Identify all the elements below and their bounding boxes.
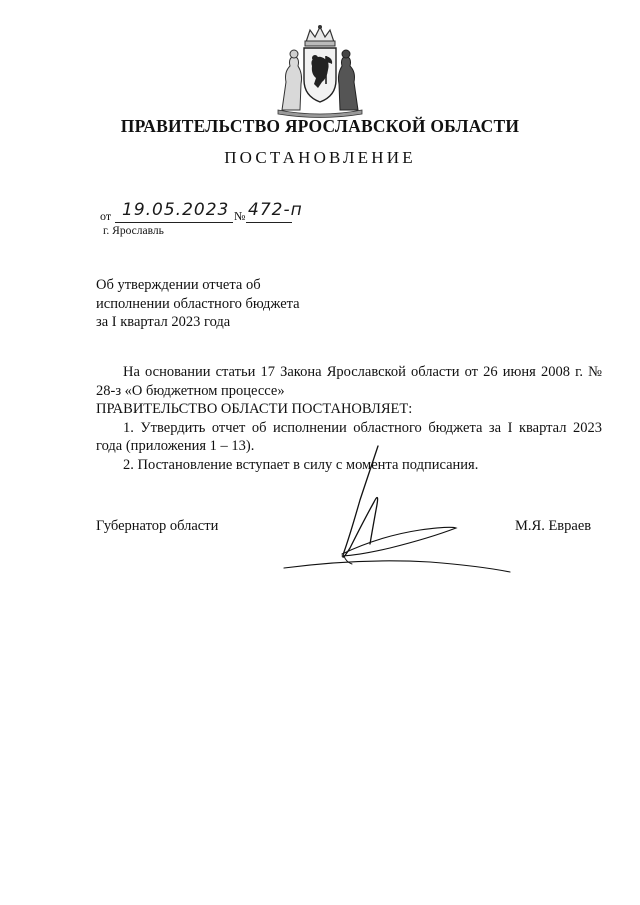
item-2-paragraph: 2. Постановление вступает в силу с момента подписания. bbox=[123, 456, 479, 473]
date-underline bbox=[115, 222, 233, 223]
signatory-position: Губернатор области bbox=[96, 518, 219, 534]
number-underline bbox=[246, 222, 292, 223]
city-label: г. Ярославль bbox=[103, 225, 164, 237]
handwritten-date: 19.05.2023 bbox=[122, 200, 230, 220]
coat-of-arms-icon bbox=[270, 22, 370, 118]
basis-paragraph: На основании статьи 17 Закона Ярославской области от 26 июня 2008 г. № 28-з «О бюджетном процессе» bbox=[96, 364, 602, 399]
subject-line: исполнении областного бюджета bbox=[96, 295, 300, 312]
subject-line: за I квартал 2023 года bbox=[96, 314, 231, 330]
resolves-paragraph: ПРАВИТЕЛЬСТВО ОБЛАСТИ ПОСТАНОВЛЯЕТ: bbox=[96, 401, 413, 417]
number-label: № bbox=[234, 209, 246, 223]
government-title: ПРАВИТЕЛЬСТВО ЯРОСЛАВСКОЙ ОБЛАСТИ bbox=[120, 116, 520, 136]
subject-block bbox=[96, 276, 396, 332]
date-number-line bbox=[100, 200, 340, 226]
subject-line: Об утверждении отчета об bbox=[96, 277, 261, 293]
item-1-paragraph: 1. Утвердить отчет об исполнении областного бюджета за I квартал 2023 года (приложения 1 – 13). bbox=[96, 419, 602, 454]
handwritten-number: 472-п bbox=[248, 200, 303, 220]
document-type: ПОСТАНОВЛЕНИЕ bbox=[224, 148, 416, 167]
handwritten-signature-icon bbox=[280, 440, 520, 580]
from-label: от bbox=[100, 209, 112, 223]
signatory-name: М.Я. Евраев bbox=[515, 518, 592, 534]
